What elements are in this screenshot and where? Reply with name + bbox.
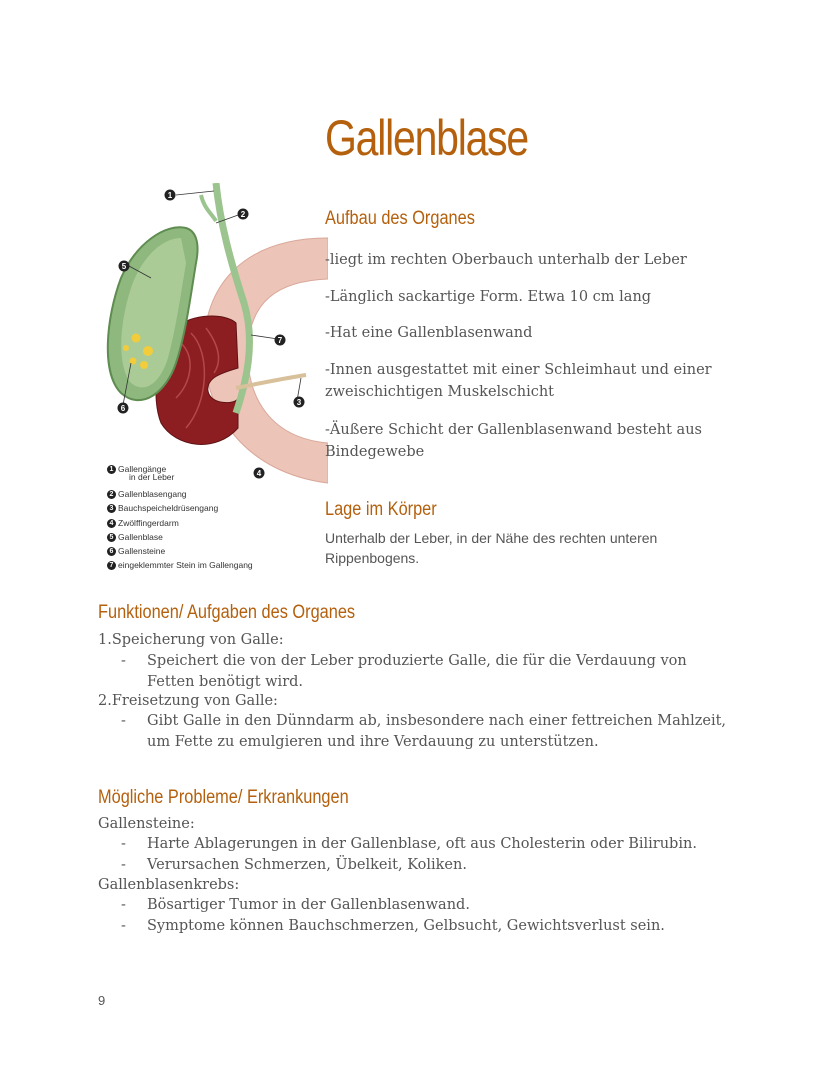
legend-item: 3 Bauchspeicheldrüsengang	[107, 503, 253, 517]
aufbau-item: -Länglich sackartige Form. Etwa 10 cm lang	[325, 289, 652, 305]
bullet-dash: -	[121, 653, 126, 669]
legend-item: 4 Zwölffingerdarm	[107, 518, 253, 532]
aufbau-item: -Hat eine Gallenblasenwand	[325, 325, 533, 341]
marker-2-label: 2	[240, 210, 246, 219]
probleme-group-1: Gallensteine:	[98, 816, 195, 832]
marker-3-label: 3	[296, 398, 302, 407]
lage-heading: Lage im Körper	[325, 499, 437, 520]
legend-item: 2 Gallenblasengang	[107, 489, 253, 503]
marker-4-label: 4	[256, 469, 262, 478]
aufbau-item: -Innen ausgestattet mit einer Schleimhaut und einer zweischichtigen Muskelschicht	[325, 362, 712, 400]
bullet-dash: -	[121, 713, 126, 729]
aufbau-heading: Aufbau des Organes	[325, 208, 475, 229]
aufbau-item: -liegt im rechten Oberbauch unterhalb der Leber	[325, 252, 687, 268]
legend-item: 1 Gallengänge in der Leber	[107, 464, 253, 489]
marker-1-label: 1	[167, 191, 173, 200]
probleme-heading: Mögliche Probleme/ Erkrankungen	[98, 787, 349, 808]
marker-5-label: 5	[121, 262, 127, 271]
illustration-legend	[107, 464, 253, 575]
funktionen-heading: Funktionen/ Aufgaben des Organes	[98, 602, 356, 623]
funktionen-item-2-bullet: Gibt Galle in den Dünndarm ab, insbesondere nach einer fettreichen Mahlzeit, um Fette zu emulgieren und ihre Verdauung zu unterstützen.	[147, 713, 727, 750]
probleme-group-2-bullet: Symptome können Bauchschmerzen, Gelbsucht, Gewichtsverlust sein.	[147, 918, 665, 934]
page-number: 9	[98, 993, 106, 1008]
bullet-dash: -	[121, 857, 126, 873]
legend-item: 6 Gallensteine	[107, 546, 253, 560]
marker-6-label: 6	[120, 404, 126, 413]
lage-text: Unterhalb der Leber, in der Nähe des rechten unteren Rippenbogens.	[325, 530, 658, 566]
probleme-group-2-bullet: Bösartiger Tumor in der Gallenblasenwand.	[147, 897, 470, 913]
marker-7-label: 7	[277, 336, 283, 345]
probleme-group-1-bullet: Verursachen Schmerzen, Übelkeit, Koliken.	[147, 857, 467, 873]
bullet-dash: -	[121, 918, 126, 934]
legend-item: 7 eingeklemmter Stein im Gallengang	[107, 560, 253, 574]
probleme-group-2: Gallenblasenkrebs:	[98, 877, 240, 893]
funktionen-item-1: 1.Speicherung von Galle:	[98, 632, 284, 648]
funktionen-item-2: 2.Freisetzung von Galle:	[98, 693, 278, 709]
legend-item: 5 Gallenblase	[107, 532, 253, 546]
bullet-dash: -	[121, 836, 126, 852]
aufbau-item: -Äußere Schicht der Gallenblasenwand besteht aus Bindegewebe	[325, 422, 702, 460]
funktionen-item-1-bullet: Speichert die von der Leber produzierte Galle, die für die Verdauung von Fetten benötigt wird.	[147, 653, 687, 690]
probleme-group-1-bullet: Harte Ablagerungen in der Gallenblase, oft aus Cholesterin oder Bilirubin.	[147, 836, 697, 852]
bullet-dash: -	[121, 897, 126, 913]
page-title: Gallenblase	[325, 110, 529, 166]
